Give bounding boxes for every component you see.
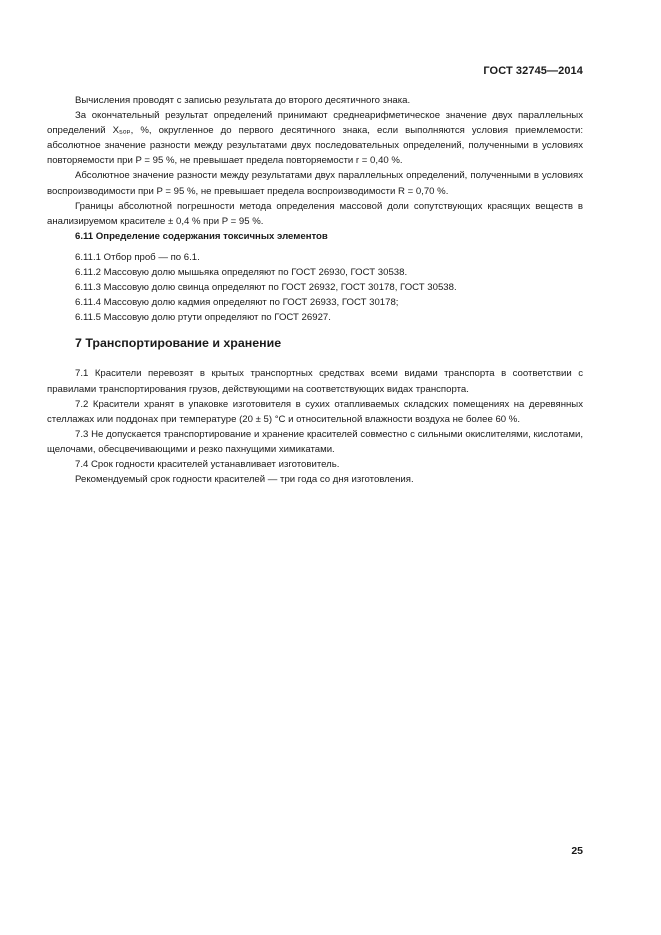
document-header-standard: ГОСТ 32745—2014 — [483, 65, 583, 77]
paragraph-final-result: За окончательный результат определений принимают среднеарифметическое значение двух параллельных определений X₅ₒₚ, %, округленное до первого десятичного знака, если выполняются условия приемлемости: абсолютное значение разности между результатами двух последовательных определений, полученными в условиях повторяемости при P = 95 %, не превышает предела повторяемости r = 0,40 %. — [47, 110, 583, 167]
section-heading-transport-storage: 7 Транспортирование и хранение — [75, 336, 282, 351]
paragraph-7-4-shelf-life: 7.4 Срок годности красителей устанавливает изготовитель. — [75, 458, 340, 470]
list-item-sampling: 6.11.1 Отбор проб — по 6.1. — [75, 251, 200, 263]
list-item-cadmium: 6.11.4 Массовую долю кадмия определяют по ГОСТ 26933, ГОСТ 30178; — [75, 297, 399, 309]
paragraph-recommended-shelf-life: Рекомендуемый срок годности красителей — три года со дня изготовления. — [75, 474, 414, 486]
page-content — [47, 93, 583, 487]
page-number: 25 — [571, 845, 583, 857]
paragraph-7-1-transport: 7.1 Красители перевозят в крытых транспортных средствах всеми видами транспорта в соответствии с правилами транспортирования грузов, действующими на соответствующих видах транспорта. — [47, 368, 583, 395]
paragraph-calculation: Вычисления проводят с записью результата до второго десятичного знака. — [75, 95, 411, 106]
subsection-heading-toxic-elements: 6.11 Определение содержания токсичных элементов — [75, 230, 328, 242]
list-item-mercury: 6.11.5 Массовую долю ртути определяют по ГОСТ 26927. — [75, 312, 331, 324]
list-item-arsenic: 6.11.2 Массовую долю мышьяка определяют по ГОСТ 26930, ГОСТ 30538. — [75, 267, 408, 279]
paragraph-7-2-storage: 7.2 Красители хранят в упаковке изготовителя в сухих отапливаемых складских помещениях на деревянных стеллажах или поддонах при температуре (20 ± 5) °С и относительной влажности воздуха не более 60 %. — [47, 398, 583, 425]
paragraph-error-limits: Границы абсолютной погрешности метода определения массовой доли сопутствующих красящих веществ в анализируемом красителе ± 0,4 % при P = 95 %. — [47, 200, 583, 227]
paragraph-reproducibility: Абсолютное значение разности между результатами двух параллельных определений, полученными в условиях воспроизводимости при P = 95 %, не превышает предела воспроизводимости R = 0,70 %. — [47, 170, 583, 197]
paragraph-7-3-restrictions: 7.3 Не допускается транспортирование и хранение красителей совместно с сильными окислителями, кислотами, щелочами, обесцвечивающими и резко пахнущими химикатами. — [47, 428, 583, 455]
list-item-lead: 6.11.3 Массовую долю свинца определяют по ГОСТ 26932, ГОСТ 30178, ГОСТ 30538. — [75, 282, 457, 294]
